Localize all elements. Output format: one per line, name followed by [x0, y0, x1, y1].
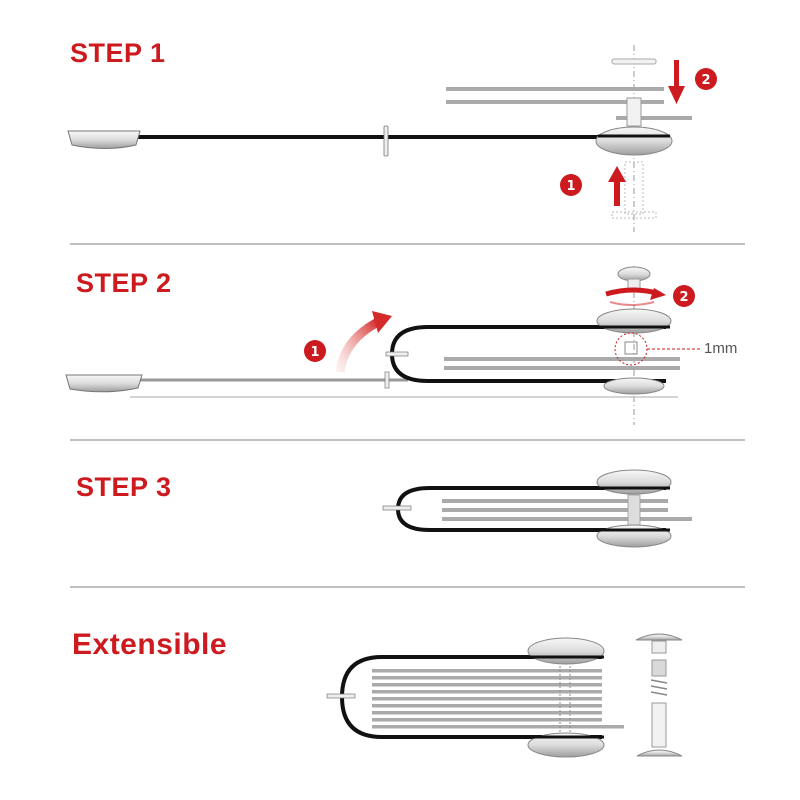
extensible-illustration	[327, 634, 682, 757]
arrow-up-icon	[608, 166, 626, 206]
rotate-arrow-icon	[606, 288, 666, 305]
step-2-badge-2	[673, 285, 695, 307]
step-1-illustration	[68, 45, 717, 232]
screw-post-icon	[636, 634, 682, 756]
arrow-down-icon	[668, 60, 685, 104]
step-1-badge-1	[560, 174, 582, 196]
step-1-badge-2	[695, 68, 717, 90]
svg-text:1: 1	[310, 345, 320, 360]
step-2-title: STEP 2	[76, 268, 172, 298]
svg-text:2: 2	[701, 73, 711, 88]
step-3-title: STEP 3	[76, 472, 172, 502]
gap-label: 1mm	[704, 340, 738, 357]
svg-text:2: 2	[679, 290, 689, 305]
curved-arrow-icon	[340, 311, 392, 372]
step-3-illustration	[383, 470, 692, 547]
svg-text:1: 1	[566, 179, 576, 194]
extensible-title: Extensible	[72, 628, 228, 661]
step-2-badge-1	[304, 340, 326, 362]
step-1-title: STEP 1	[70, 38, 166, 68]
